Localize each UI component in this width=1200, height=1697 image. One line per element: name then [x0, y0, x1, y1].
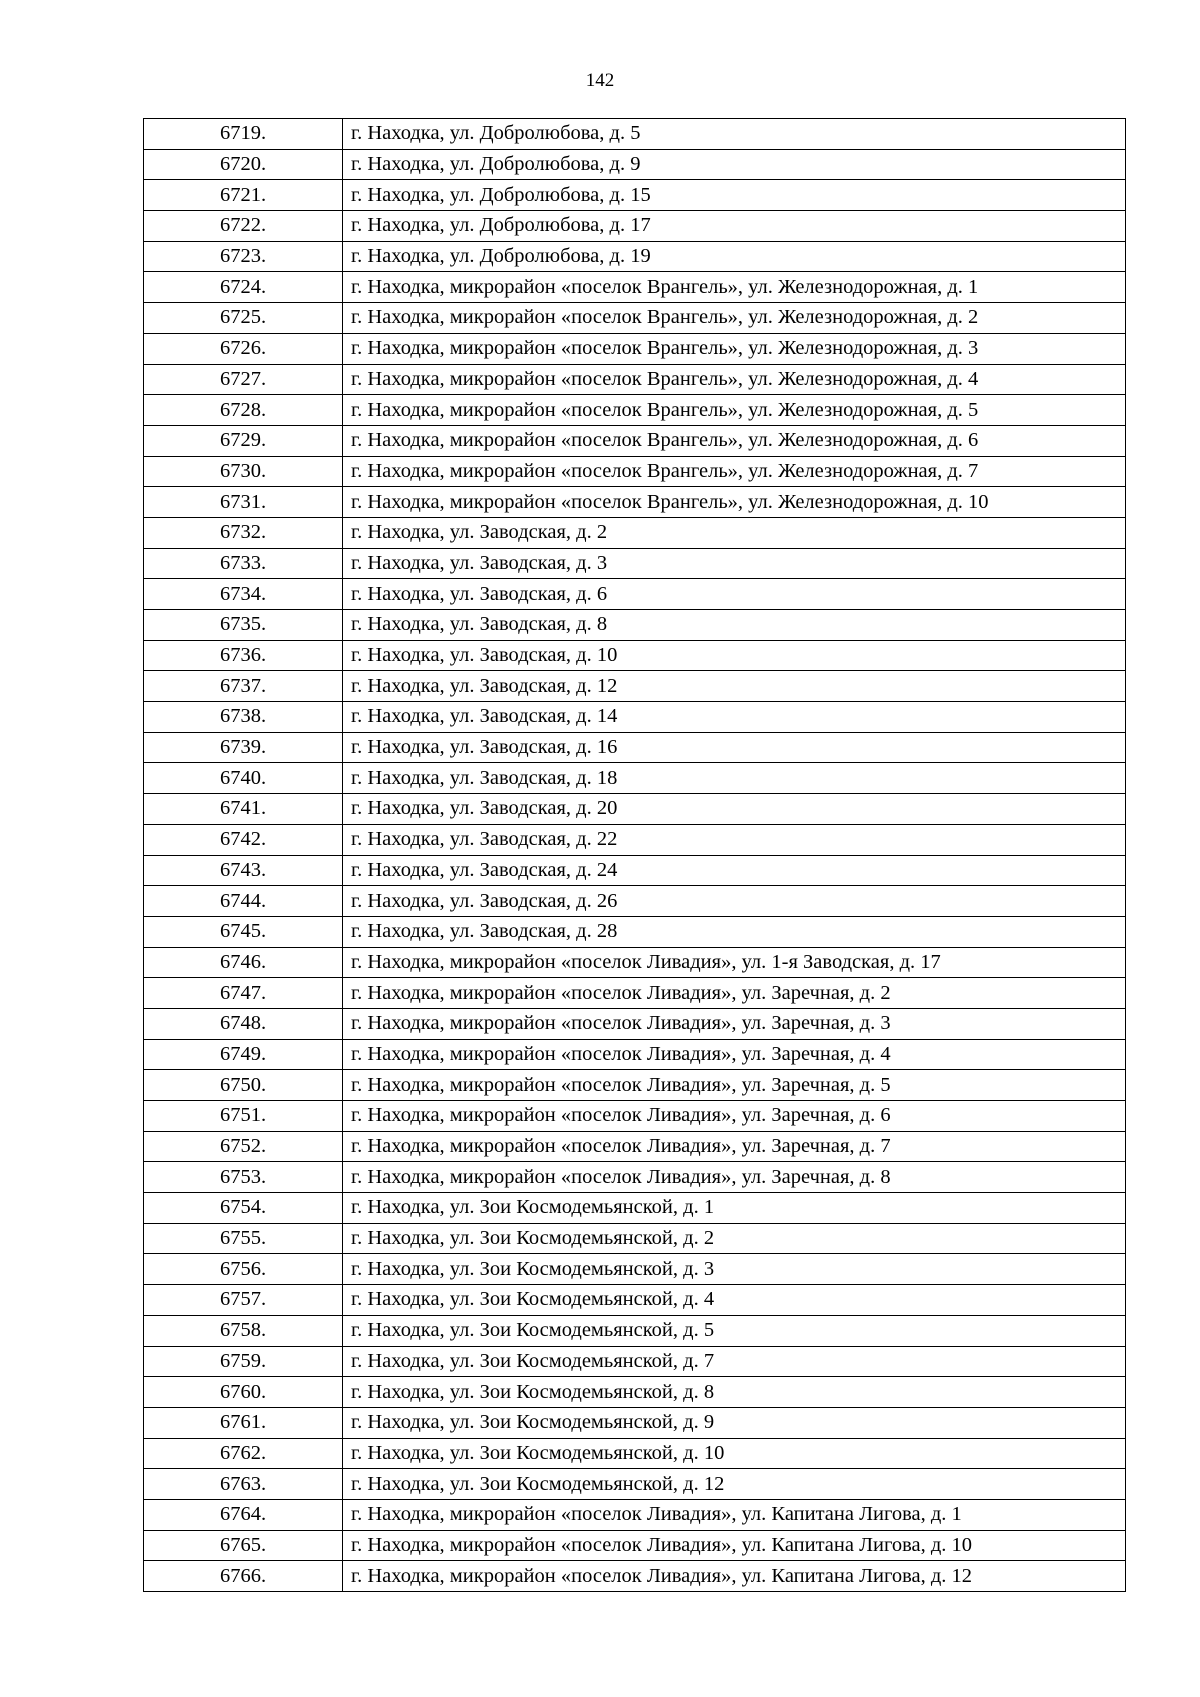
row-number-cell: 6742. — [144, 824, 343, 855]
table-row — [144, 119, 1126, 150]
address-cell: г. Находка, ул. Зои Космодемьянской, д. 4 — [343, 1285, 1126, 1316]
table-row — [144, 487, 1126, 518]
row-number-cell: 6741. — [144, 794, 343, 825]
address-cell: г. Находка, ул. Зои Космодемьянской, д. 1 — [343, 1193, 1126, 1224]
table-row — [144, 1530, 1126, 1561]
row-number-cell: 6762. — [144, 1438, 343, 1469]
row-number-cell: 6723. — [144, 241, 343, 272]
table-row — [144, 211, 1126, 242]
row-number-cell: 6729. — [144, 425, 343, 456]
table-row — [144, 241, 1126, 272]
address-cell: г. Находка, ул. Добролюбова, д. 9 — [343, 149, 1126, 180]
table-row — [144, 702, 1126, 733]
address-cell: г. Находка, микрорайон «поселок Ливадия», ул. Капитана Лигова, д. 10 — [343, 1530, 1126, 1561]
row-number-cell: 6734. — [144, 579, 343, 610]
row-number-cell: 6733. — [144, 548, 343, 579]
address-cell: г. Находка, микрорайон «поселок Ливадия», ул. Заречная, д. 3 — [343, 1008, 1126, 1039]
address-cell: г. Находка, ул. Добролюбова, д. 15 — [343, 180, 1126, 211]
table-row — [144, 456, 1126, 487]
address-cell: г. Находка, ул. Заводская, д. 3 — [343, 548, 1126, 579]
address-cell: г. Находка, ул. Зои Космодемьянской, д. 12 — [343, 1469, 1126, 1500]
row-number-cell: 6726. — [144, 333, 343, 364]
address-table-body — [144, 119, 1126, 1592]
address-cell: г. Находка, ул. Заводская, д. 26 — [343, 886, 1126, 917]
address-cell: г. Находка, микрорайон «поселок Врангель», ул. Железнодорожная, д. 3 — [343, 333, 1126, 364]
row-number-cell: 6749. — [144, 1039, 343, 1070]
address-cell: г. Находка, микрорайон «поселок Ливадия», ул. Заречная, д. 8 — [343, 1162, 1126, 1193]
table-row — [144, 855, 1126, 886]
address-cell: г. Находка, микрорайон «поселок Ливадия», ул. Капитана Лигова, д. 12 — [343, 1561, 1126, 1592]
table-row — [144, 1438, 1126, 1469]
table-row — [144, 1285, 1126, 1316]
address-cell: г. Находка, микрорайон «поселок Ливадия», ул. Капитана Лигова, д. 1 — [343, 1499, 1126, 1530]
table-row — [144, 1101, 1126, 1132]
row-number-cell: 6740. — [144, 763, 343, 794]
address-cell: г. Находка, ул. Зои Космодемьянской, д. 8 — [343, 1377, 1126, 1408]
table-row — [144, 1070, 1126, 1101]
table-row — [144, 364, 1126, 395]
table-row — [144, 886, 1126, 917]
table-row — [144, 395, 1126, 426]
table-row — [144, 1315, 1126, 1346]
table-row — [144, 1039, 1126, 1070]
address-cell: г. Находка, ул. Заводская, д. 10 — [343, 640, 1126, 671]
address-cell: г. Находка, ул. Добролюбова, д. 19 — [343, 241, 1126, 272]
row-number-cell: 6735. — [144, 610, 343, 641]
row-number-cell: 6760. — [144, 1377, 343, 1408]
table-row — [144, 1223, 1126, 1254]
address-cell: г. Находка, микрорайон «поселок Врангель», ул. Железнодорожная, д. 10 — [343, 487, 1126, 518]
row-number-cell: 6725. — [144, 303, 343, 334]
row-number-cell: 6751. — [144, 1101, 343, 1132]
row-number-cell: 6748. — [144, 1008, 343, 1039]
row-number-cell: 6754. — [144, 1193, 343, 1224]
address-cell: г. Находка, микрорайон «поселок Врангель», ул. Железнодорожная, д. 4 — [343, 364, 1126, 395]
address-cell: г. Находка, микрорайон «поселок Врангель», ул. Железнодорожная, д. 1 — [343, 272, 1126, 303]
row-number-cell: 6739. — [144, 732, 343, 763]
row-number-cell: 6727. — [144, 364, 343, 395]
table-row — [144, 1407, 1126, 1438]
table-row — [144, 425, 1126, 456]
row-number-cell: 6757. — [144, 1285, 343, 1316]
row-number-cell: 6756. — [144, 1254, 343, 1285]
address-cell: г. Находка, микрорайон «поселок Ливадия», ул. Заречная, д. 2 — [343, 978, 1126, 1009]
table-row — [144, 824, 1126, 855]
row-number-cell: 6764. — [144, 1499, 343, 1530]
address-cell: г. Находка, микрорайон «поселок Ливадия», ул. Заречная, д. 6 — [343, 1101, 1126, 1132]
row-number-cell: 6736. — [144, 640, 343, 671]
row-number-cell: 6738. — [144, 702, 343, 733]
table-row — [144, 1008, 1126, 1039]
address-cell: г. Находка, ул. Заводская, д. 18 — [343, 763, 1126, 794]
address-cell: г. Находка, микрорайон «поселок Ливадия», ул. Заречная, д. 5 — [343, 1070, 1126, 1101]
address-cell: г. Находка, ул. Заводская, д. 2 — [343, 517, 1126, 548]
table-row — [144, 1499, 1126, 1530]
table-row — [144, 333, 1126, 364]
address-cell: г. Находка, микрорайон «поселок Врангель», ул. Железнодорожная, д. 7 — [343, 456, 1126, 487]
table-row — [144, 671, 1126, 702]
table-row — [144, 517, 1126, 548]
page-number: 142 — [585, 70, 615, 91]
address-cell: г. Находка, ул. Заводская, д. 6 — [343, 579, 1126, 610]
row-number-cell: 6761. — [144, 1407, 343, 1438]
address-cell: г. Находка, микрорайон «поселок Врангель», ул. Железнодорожная, д. 5 — [343, 395, 1126, 426]
address-cell: г. Находка, ул. Зои Космодемьянской, д. 9 — [343, 1407, 1126, 1438]
address-cell: г. Находка, ул. Заводская, д. 22 — [343, 824, 1126, 855]
table-row — [144, 794, 1126, 825]
address-cell: г. Находка, ул. Заводская, д. 20 — [343, 794, 1126, 825]
table-row — [144, 947, 1126, 978]
row-number-cell: 6763. — [144, 1469, 343, 1500]
table-row — [144, 1377, 1126, 1408]
table-row — [144, 180, 1126, 211]
table-row — [144, 548, 1126, 579]
address-cell: г. Находка, микрорайон «поселок Ливадия», ул. 1-я Заводская, д. 17 — [343, 947, 1126, 978]
row-number-cell: 6750. — [144, 1070, 343, 1101]
table-row — [144, 1254, 1126, 1285]
row-number-cell: 6744. — [144, 886, 343, 917]
table-row — [144, 303, 1126, 334]
table-row — [144, 272, 1126, 303]
row-number-cell: 6719. — [144, 119, 343, 150]
row-number-cell: 6758. — [144, 1315, 343, 1346]
table-row — [144, 610, 1126, 641]
table-row — [144, 640, 1126, 671]
row-number-cell: 6731. — [144, 487, 343, 518]
row-number-cell: 6745. — [144, 916, 343, 947]
address-cell: г. Находка, ул. Заводская, д. 24 — [343, 855, 1126, 886]
table-row — [144, 978, 1126, 1009]
row-number-cell: 6755. — [144, 1223, 343, 1254]
row-number-cell: 6747. — [144, 978, 343, 1009]
row-number-cell: 6730. — [144, 456, 343, 487]
table-row — [144, 1469, 1126, 1500]
address-cell: г. Находка, микрорайон «поселок Врангель», ул. Железнодорожная, д. 2 — [343, 303, 1126, 334]
table-row — [144, 149, 1126, 180]
row-number-cell: 6732. — [144, 517, 343, 548]
row-number-cell: 6766. — [144, 1561, 343, 1592]
table-row — [144, 732, 1126, 763]
row-number-cell: 6759. — [144, 1346, 343, 1377]
row-number-cell: 6720. — [144, 149, 343, 180]
address-cell: г. Находка, микрорайон «поселок Ливадия», ул. Заречная, д. 4 — [343, 1039, 1126, 1070]
address-cell: г. Находка, микрорайон «поселок Ливадия», ул. Заречная, д. 7 — [343, 1131, 1126, 1162]
address-cell: г. Находка, ул. Добролюбова, д. 5 — [343, 119, 1126, 150]
address-cell: г. Находка, ул. Заводская, д. 14 — [343, 702, 1126, 733]
row-number-cell: 6721. — [144, 180, 343, 211]
row-number-cell: 6722. — [144, 211, 343, 242]
address-cell: г. Находка, ул. Заводская, д. 16 — [343, 732, 1126, 763]
table-row — [144, 1131, 1126, 1162]
table-row — [144, 1193, 1126, 1224]
address-cell: г. Находка, ул. Заводская, д. 28 — [343, 916, 1126, 947]
row-number-cell: 6753. — [144, 1162, 343, 1193]
address-cell: г. Находка, ул. Зои Космодемьянской, д. 3 — [343, 1254, 1126, 1285]
address-cell: г. Находка, ул. Зои Космодемьянской, д. 5 — [343, 1315, 1126, 1346]
address-cell: г. Находка, ул. Добролюбова, д. 17 — [343, 211, 1126, 242]
address-cell: г. Находка, микрорайон «поселок Врангель», ул. Железнодорожная, д. 6 — [343, 425, 1126, 456]
row-number-cell: 6752. — [144, 1131, 343, 1162]
row-number-cell: 6746. — [144, 947, 343, 978]
table-row — [144, 1561, 1126, 1592]
table-row — [144, 1346, 1126, 1377]
address-cell: г. Находка, ул. Зои Космодемьянской, д. 10 — [343, 1438, 1126, 1469]
row-number-cell: 6765. — [144, 1530, 343, 1561]
row-number-cell: 6728. — [144, 395, 343, 426]
row-number-cell: 6724. — [144, 272, 343, 303]
row-number-cell: 6737. — [144, 671, 343, 702]
table-row — [144, 579, 1126, 610]
row-number-cell: 6743. — [144, 855, 343, 886]
table-row — [144, 916, 1126, 947]
address-cell: г. Находка, ул. Зои Космодемьянской, д. 2 — [343, 1223, 1126, 1254]
address-table — [143, 118, 1126, 1592]
table-row — [144, 763, 1126, 794]
table-row — [144, 1162, 1126, 1193]
address-cell: г. Находка, ул. Заводская, д. 12 — [343, 671, 1126, 702]
address-cell: г. Находка, ул. Заводская, д. 8 — [343, 610, 1126, 641]
address-cell: г. Находка, ул. Зои Космодемьянской, д. 7 — [343, 1346, 1126, 1377]
